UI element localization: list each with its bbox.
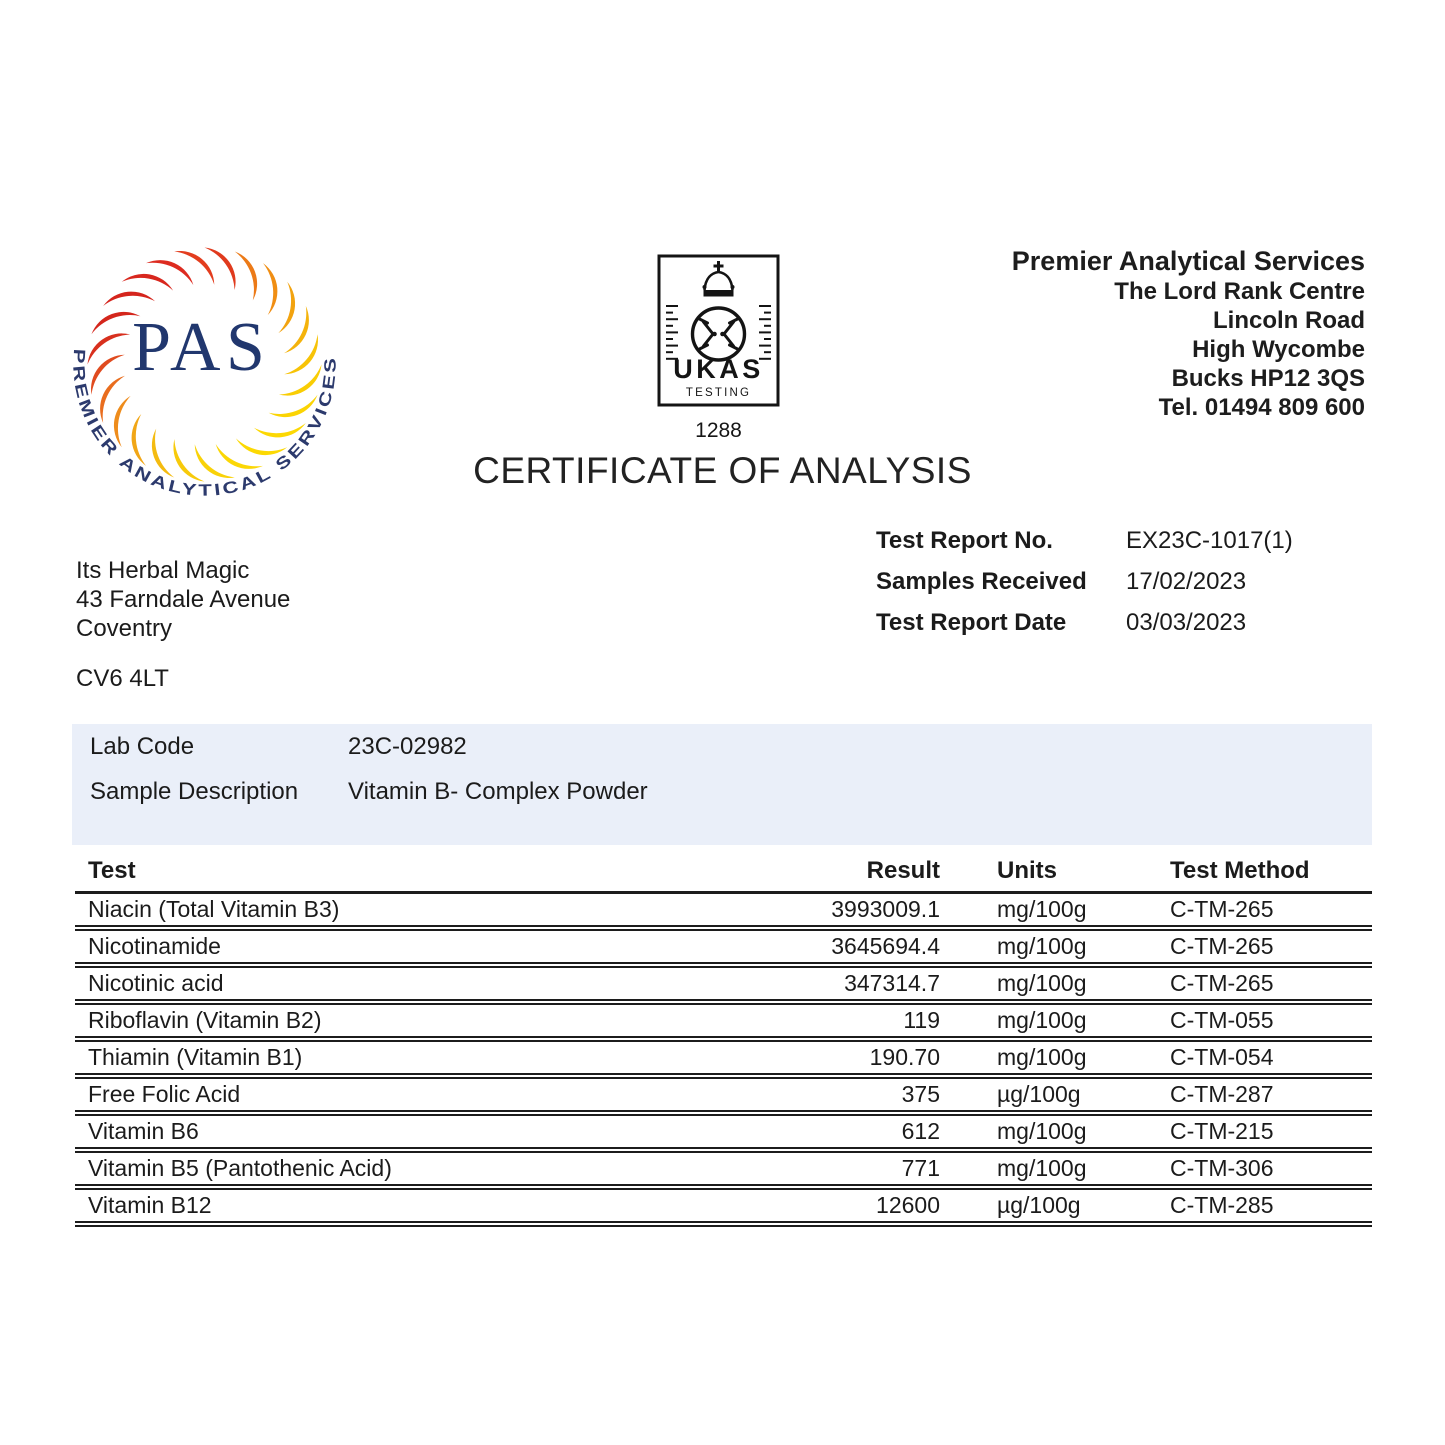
- lab-address-block: [1012, 246, 1365, 422]
- client-postcode: CV6 4LT: [76, 665, 169, 692]
- column-header-test: Test: [88, 857, 136, 884]
- lab-code-value: 23C-02982: [348, 733, 467, 760]
- report-meta: [876, 528, 1293, 651]
- result-cell: 3993009.1: [831, 896, 940, 922]
- lab-address-line: Lincoln Road: [1213, 307, 1365, 334]
- units-cell: mg/100g: [997, 896, 1087, 922]
- test-name-cell: Thiamin (Vitamin B1): [88, 1044, 303, 1070]
- table-row: [75, 1116, 1372, 1153]
- table-row: [75, 1153, 1372, 1190]
- meta-value: EX23C-1017(1): [1126, 527, 1293, 554]
- results-table: [75, 855, 1372, 1227]
- pas-logo-acronym: PAS: [132, 308, 271, 386]
- method-cell: C-TM-265: [1170, 896, 1274, 922]
- table-row: [75, 968, 1372, 1005]
- client-address-line: 43 Farndale Avenue: [76, 586, 291, 613]
- units-cell: mg/100g: [997, 1044, 1087, 1070]
- meta-label: Samples Received: [876, 568, 1087, 595]
- test-name-cell: Vitamin B6: [88, 1118, 199, 1144]
- test-name-cell: Riboflavin (Vitamin B2): [88, 1007, 322, 1033]
- units-cell: µg/100g: [997, 1192, 1081, 1218]
- method-cell: C-TM-054: [1170, 1044, 1274, 1070]
- method-cell: C-TM-265: [1170, 970, 1274, 996]
- test-name-cell: Nicotinamide: [88, 933, 221, 959]
- units-cell: µg/100g: [997, 1081, 1081, 1107]
- sample-info-label: Lab Code: [90, 733, 195, 760]
- sample-info-box: [72, 724, 1372, 845]
- table-row: [75, 1190, 1372, 1227]
- client-name: Its Herbal Magic: [76, 557, 250, 584]
- lab-phone: Tel. 01494 809 600: [1158, 394, 1365, 421]
- test-name-cell: Vitamin B12: [88, 1192, 212, 1218]
- crown-icon: [703, 261, 735, 297]
- ukas-accreditation-number: 1288: [695, 419, 742, 442]
- result-cell: 347314.7: [844, 970, 940, 996]
- meta-label: Test Report Date: [876, 609, 1067, 636]
- client-address-block: [76, 556, 290, 643]
- report-meta-row: [876, 528, 1293, 554]
- ukas-name: UKAS: [673, 354, 764, 384]
- test-name-cell: Free Folic Acid: [88, 1081, 241, 1107]
- result-cell: 375: [901, 1081, 940, 1107]
- ukas-subtitle: TESTING: [685, 387, 752, 399]
- result-cell: 12600: [876, 1192, 940, 1218]
- meta-value: 17/02/2023: [1126, 568, 1247, 595]
- units-cell: mg/100g: [997, 1118, 1087, 1144]
- report-meta-row: [876, 610, 1293, 636]
- method-cell: C-TM-306: [1170, 1155, 1274, 1181]
- meta-label: Test Report No.: [876, 527, 1053, 554]
- lab-address-line: Bucks HP12 3QS: [1171, 365, 1365, 392]
- sample-description-value: Vitamin B- Complex Powder: [348, 778, 648, 805]
- sample-info-label: Sample Description: [90, 778, 299, 805]
- result-cell: 3645694.4: [831, 933, 940, 959]
- result-cell: 771: [901, 1155, 940, 1181]
- table-row: [75, 1042, 1372, 1079]
- method-cell: C-TM-215: [1170, 1118, 1274, 1144]
- page-title: CERTIFICATE OF ANALYSIS: [473, 450, 972, 491]
- ukas-emblem-glyphs: [700, 319, 738, 349]
- test-name-cell: Nicotinic acid: [88, 970, 224, 996]
- table-row: [75, 931, 1372, 968]
- sample-info-row: [90, 779, 1372, 805]
- units-cell: mg/100g: [997, 1155, 1087, 1181]
- lab-name: Premier Analytical Services: [1011, 246, 1365, 276]
- units-cell: mg/100g: [997, 933, 1087, 959]
- ukas-testing-icon: [657, 254, 780, 407]
- pas-logo-arc-caption: PREMIER ANALYTICAL SERVICES: [69, 348, 340, 500]
- test-name-cell: Vitamin B5 (Pantothenic Acid): [88, 1155, 392, 1181]
- table-header-row: [75, 855, 1372, 894]
- scale-ticks-right: [759, 306, 771, 359]
- units-cell: mg/100g: [997, 1007, 1087, 1033]
- result-cell: 190.70: [869, 1044, 940, 1070]
- table-row: [75, 1005, 1372, 1042]
- result-cell: 612: [901, 1118, 940, 1144]
- report-meta-row: [876, 569, 1293, 595]
- column-header-result: Result: [866, 857, 940, 884]
- sample-info-row: [90, 734, 1372, 760]
- units-cell: mg/100g: [997, 970, 1087, 996]
- ukas-mark: [657, 254, 780, 443]
- method-cell: C-TM-287: [1170, 1081, 1274, 1107]
- method-cell: C-TM-265: [1170, 933, 1274, 959]
- client-address-line: Coventry: [76, 615, 173, 642]
- column-header-units: Units: [997, 857, 1057, 884]
- table-row: [75, 1079, 1372, 1116]
- method-cell: C-TM-285: [1170, 1192, 1274, 1218]
- result-cell: 119: [903, 1007, 940, 1033]
- lab-address-line: The Lord Rank Centre: [1114, 278, 1365, 305]
- lab-address-line: High Wycombe: [1192, 336, 1365, 363]
- column-header-method: Test Method: [1170, 857, 1310, 884]
- scale-ticks-left: [666, 306, 678, 359]
- method-cell: C-TM-055: [1170, 1007, 1274, 1033]
- test-name-cell: Niacin (Total Vitamin B3): [88, 896, 340, 922]
- meta-value: 03/03/2023: [1126, 609, 1247, 636]
- table-row: [75, 894, 1372, 931]
